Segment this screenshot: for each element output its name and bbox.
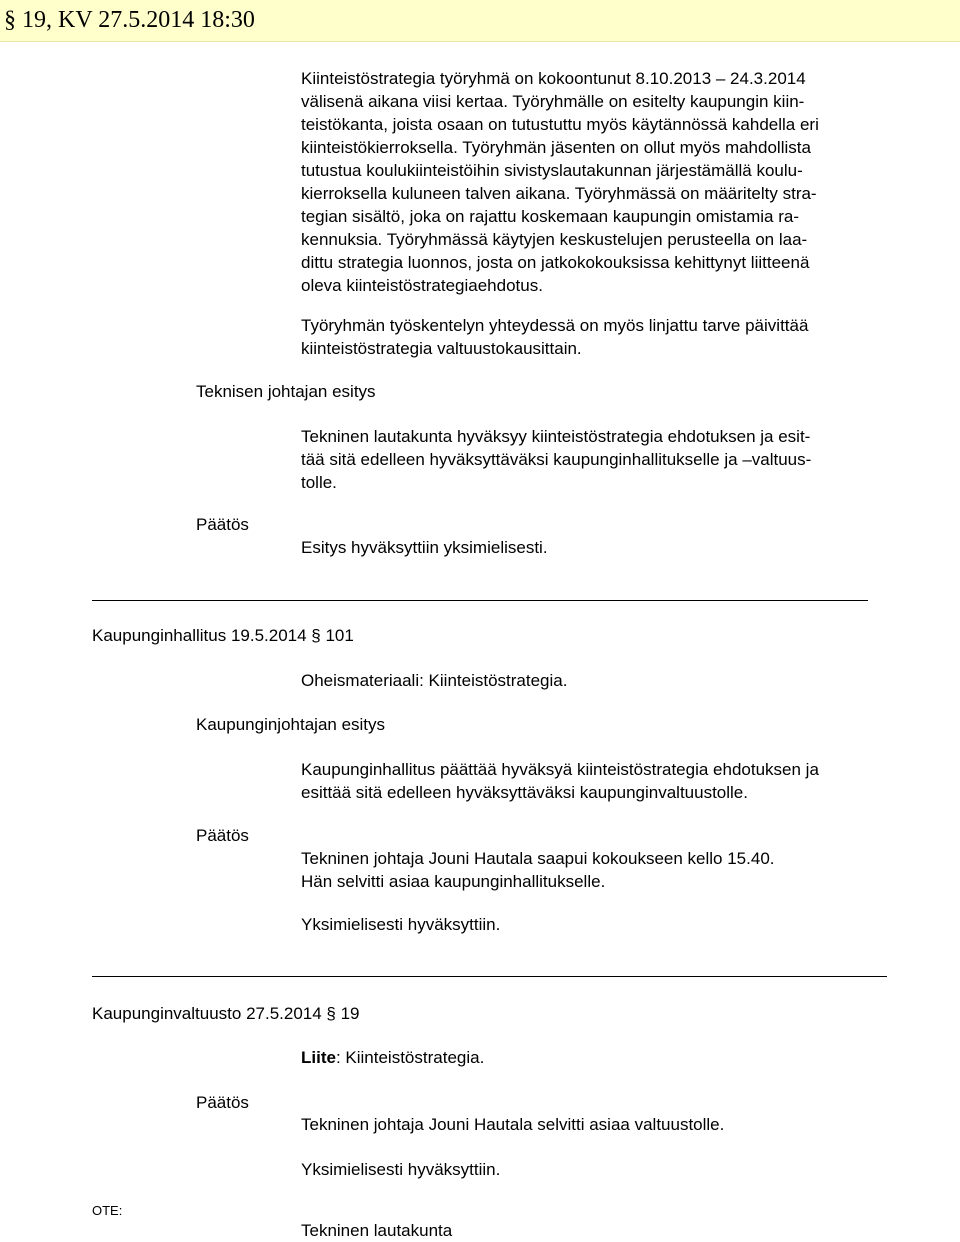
text-line: Kaupunginhallitus päättää hyväksyä kiinteistöstrategia ehdotuksen ja bbox=[301, 760, 819, 779]
text-line: oleva kiinteistöstrategiaehdotus. bbox=[301, 276, 543, 295]
decision-heading: Päätös bbox=[196, 515, 249, 534]
text-line: tutustua koulukiinteistöihin sivistyslautakunnan järjestämällä koulu- bbox=[301, 161, 803, 180]
text-line: Kiinteistöstrategia työryhmä on kokoontunut 8.10.2013 – 24.3.2014 bbox=[301, 69, 806, 88]
text-line: tää sitä edelleen hyväksyttäväksi kaupunginhallitukselle ja –valtuus- bbox=[301, 450, 812, 469]
decision-text: Esitys hyväksyttiin yksimielisesti. bbox=[301, 538, 548, 557]
ote-recipient: Tekninen lautakunta bbox=[301, 1221, 453, 1240]
text-line: Tekninen lautakunta hyväksyy kiinteistöstrategia ehdotuksen ja esit- bbox=[301, 427, 811, 446]
section-heading: Kaupunginhallitus 19.5.2014 § 101 bbox=[92, 626, 354, 645]
proposal-paragraph bbox=[301, 758, 819, 804]
decision-result: Yksimielisesti hyväksyttiin. bbox=[301, 915, 501, 934]
text-line: tolle. bbox=[301, 473, 337, 492]
text-line: Työryhmän työskentelyn yhteydessä on myös linjattu tarve päivittää bbox=[301, 316, 809, 335]
text-line: Tekninen johtaja Jouni Hautala saapui kokoukseen kello 15.40. bbox=[301, 849, 775, 868]
decision-heading: Päätös bbox=[196, 1093, 249, 1112]
proposal-heading: Kaupunginjohtajan esitys bbox=[196, 715, 386, 734]
attachment-label: Liite bbox=[301, 1048, 336, 1067]
text-line: kiinteistöstrategia valtuustokausittain. bbox=[301, 339, 582, 358]
text-line: tegian sisältö, joka on rajattu koskemaan kaupungin omistamia ra- bbox=[301, 207, 799, 226]
text-line: kiinteistökierroksella. Työryhmän jäsenten on ollut myös mahdollista bbox=[301, 138, 811, 157]
decision-result: Yksimielisesti hyväksyttiin. bbox=[301, 1160, 501, 1179]
attachment-value: : Kiinteistöstrategia. bbox=[335, 1048, 485, 1067]
text-line: välisenä aikana viisi kertaa. Työryhmälle on esitelty kaupungin kiin- bbox=[301, 92, 805, 111]
attachment-line bbox=[301, 1046, 484, 1069]
page-title: § 19, KV 27.5.2014 18:30 bbox=[4, 7, 255, 33]
text-line: kennuksia. Työryhmässä käytyjen keskustelujen perusteella on laa- bbox=[301, 230, 808, 249]
text-line: esittää sitä edelleen hyväksyttäväksi kaupunginvaltuustolle. bbox=[301, 783, 748, 802]
decision-text: Tekninen johtaja Jouni Hautala selvitti asiaa valtuustolle. bbox=[301, 1115, 725, 1134]
text-line: teistökanta, joista osaan on tutustuttu myös käytännössä kahdella eri bbox=[301, 115, 819, 134]
attachment-text: Oheismateriaali: Kiinteistöstrategia. bbox=[301, 671, 568, 690]
header-banner bbox=[0, 0, 960, 42]
intro-paragraph bbox=[301, 67, 819, 297]
section-heading: Kaupunginvaltuusto 27.5.2014 § 19 bbox=[92, 1004, 360, 1023]
proposal-heading: Teknisen johtajan esitys bbox=[196, 382, 376, 401]
text-line: dittu strategia luonnos, josta on jatkokokouksissa kehittynyt liitteenä bbox=[301, 253, 810, 272]
decision-heading: Päätös bbox=[196, 826, 249, 845]
text-line: kierroksella kuluneen talven aikana. Työryhmässä on määritelty stra- bbox=[301, 184, 817, 203]
proposal-paragraph bbox=[301, 425, 811, 494]
ote-label: OTE: bbox=[92, 1203, 123, 1218]
divider bbox=[92, 976, 887, 977]
decision-paragraph bbox=[301, 847, 775, 893]
divider bbox=[92, 600, 868, 601]
update-paragraph bbox=[301, 314, 808, 360]
text-line: Hän selvitti asiaa kaupunginhallitukselle. bbox=[301, 872, 606, 891]
